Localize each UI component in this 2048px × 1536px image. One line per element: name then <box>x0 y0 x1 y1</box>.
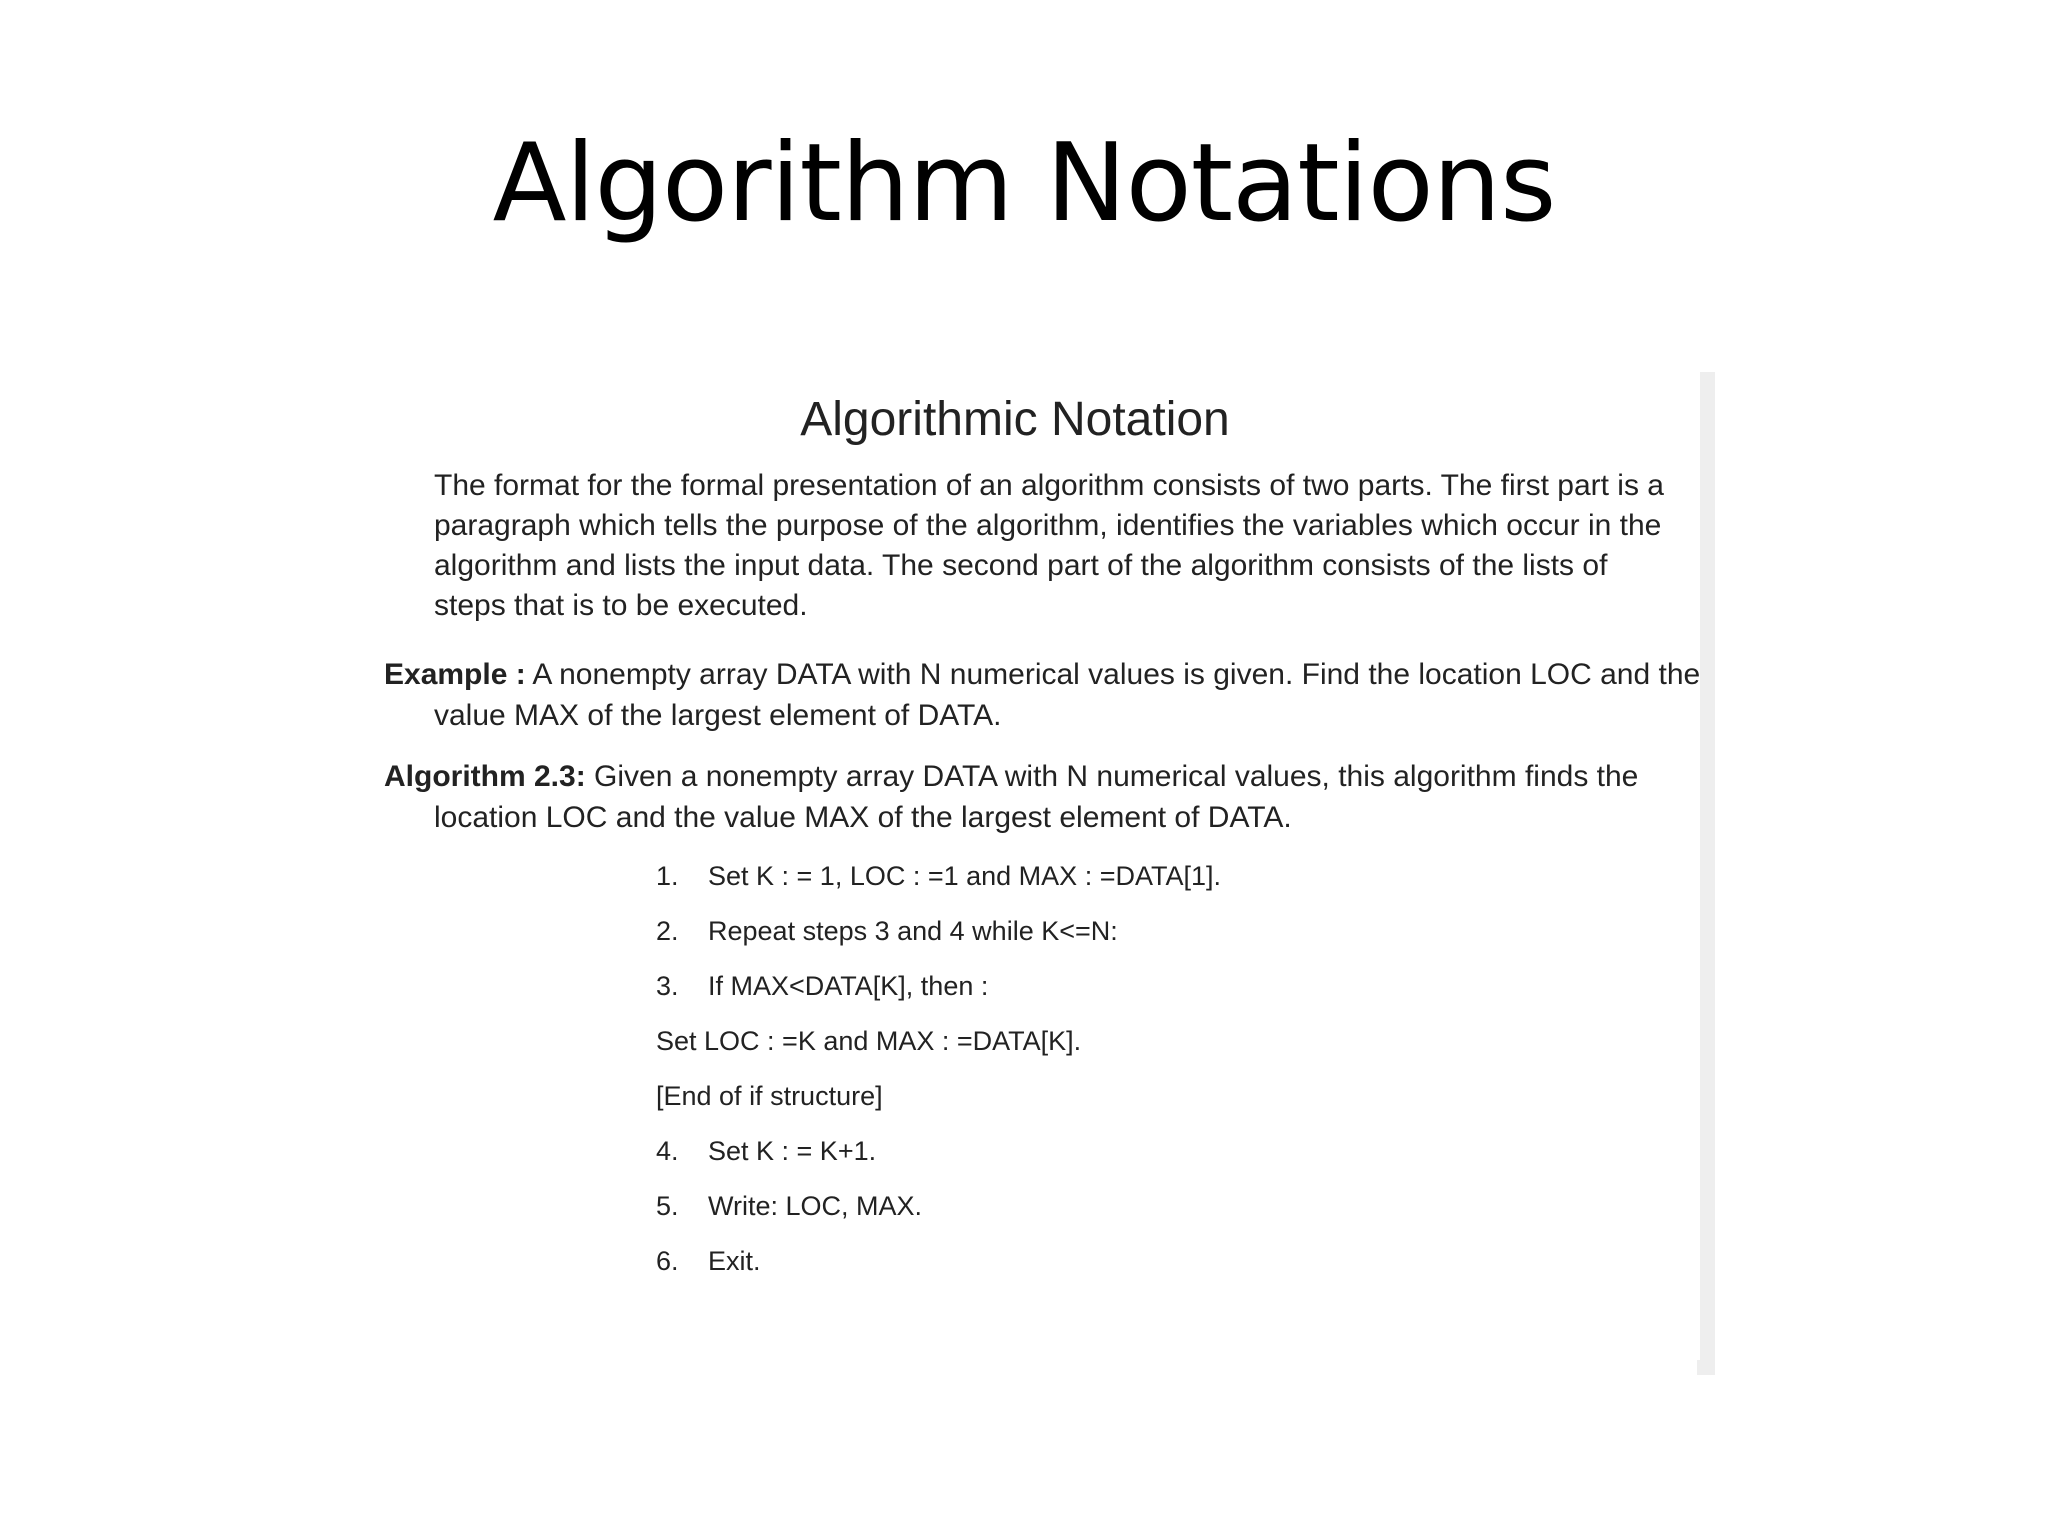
step-number: 2. <box>656 916 679 946</box>
algorithm-paragraph <box>384 756 1734 838</box>
algorithm-text: Given a nonempty array DATA with N numerical values, this algorithm finds the location LOC and the value MAX of the largest element of DATA. <box>434 760 1639 834</box>
algorithm-label: Algorithm 2.3: <box>384 760 586 793</box>
step-number: 5. <box>656 1191 679 1221</box>
slide-title: Algorithm Notations <box>492 121 1556 246</box>
step-3-body <box>656 1023 1556 1078</box>
algorithm-steps <box>656 858 1556 1298</box>
step-3 <box>656 968 1556 1023</box>
step-text: Set K : = K+1. <box>708 1136 877 1166</box>
scanned-document <box>370 370 1700 1360</box>
step-5 <box>656 1188 1556 1243</box>
step-number: 3. <box>656 971 679 1001</box>
step-text: Set LOC : =K and MAX : =DATA[K]. <box>656 1026 1082 1056</box>
example-paragraph <box>384 654 1734 736</box>
document-heading: Algorithmic Notation <box>800 393 1230 446</box>
example-text: A nonempty array DATA with N numerical values is given. Find the location LOC and the value MAX of the largest element of DATA. <box>434 658 1701 732</box>
step-text: [End of if structure] <box>656 1081 883 1111</box>
step-text: If MAX<DATA[K], then : <box>708 971 989 1001</box>
step-2 <box>656 913 1556 968</box>
intro-paragraph: The format for the formal presentation of an algorithm consists of two parts. The first part is a paragraph which tells the purpose of the algorithm, identifies the variables which occur in the algorithm and lists the input data. The second part of the algorithm consists of the lists of steps that is to be executed. <box>434 469 1664 622</box>
step-text: Write: LOC, MAX. <box>708 1191 923 1221</box>
step-1 <box>656 858 1556 913</box>
step-number: 6. <box>656 1246 679 1276</box>
step-3-end <box>656 1078 1556 1133</box>
step-text: Exit. <box>708 1246 761 1276</box>
step-number: 1. <box>656 861 679 891</box>
step-text: Set K : = 1, LOC : =1 and MAX : =DATA[1]. <box>708 861 1221 891</box>
step-number: 4. <box>656 1136 679 1166</box>
example-label: Example : <box>384 658 526 691</box>
step-6 <box>656 1243 1556 1298</box>
step-text: Repeat steps 3 and 4 while K<=N: <box>708 916 1118 946</box>
step-4 <box>656 1133 1556 1188</box>
